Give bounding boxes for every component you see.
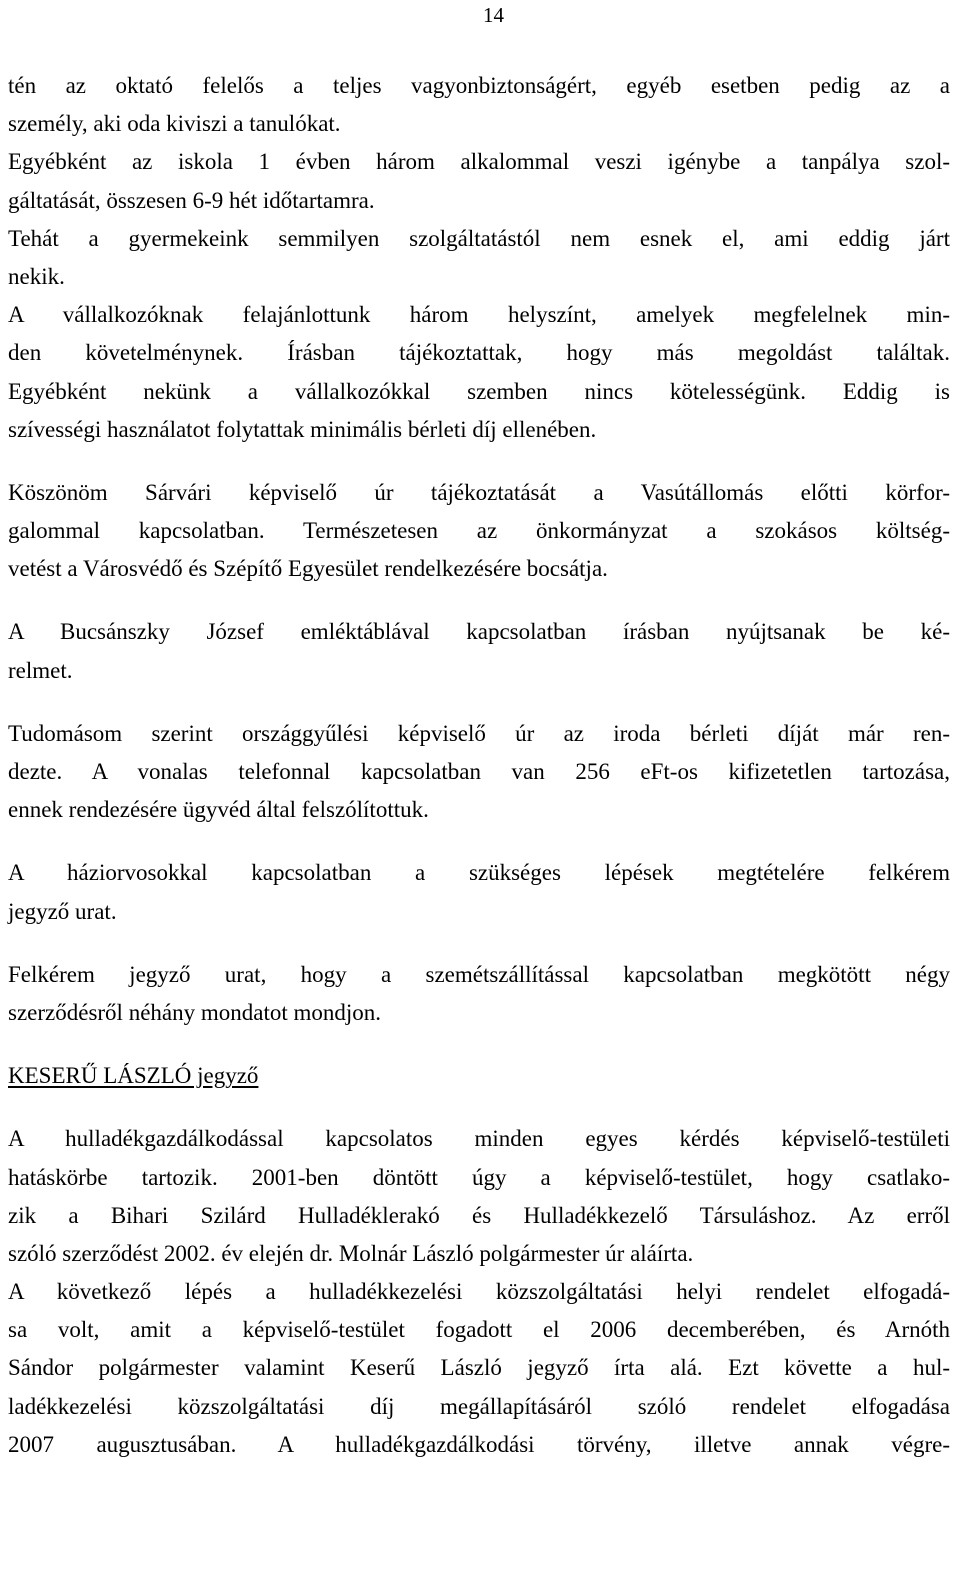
- paragraph: [8, 854, 950, 930]
- text-line: szóló szerződést 2002. év elején dr. Molnár László polgármester úr aláírta.: [8, 1240, 694, 1266]
- text-line: 2007 augusztusában. A hulladékgazdálkodási törvény, illetve annak végre-: [8, 1431, 950, 1457]
- speaker-heading: [8, 1057, 950, 1095]
- text-line: vetést a Városvédő és Szépítő Egyesület rendelkezésére bocsátja.: [8, 556, 608, 582]
- text-line: relmet.: [8, 657, 73, 683]
- paragraph: [8, 613, 950, 689]
- paragraph-spacer: [8, 829, 950, 854]
- text-line: den követelménynek. Írásban tájékoztattak, hogy más megoldást találtak.: [8, 340, 950, 366]
- paragraph-spacer: [8, 588, 950, 613]
- text-line: A vállalkozóknak felajánlottunk három helyszínt, amelyek megfelelnek min-: [8, 302, 950, 328]
- text-line: hatáskörbe tartozik. 2001-ben döntött úgy a képviselő-testület, hogy csatlako-: [8, 1164, 950, 1190]
- page-number: 14: [483, 3, 504, 27]
- text-line: zik a Bihari Szilárd Hulladéklerakó és Hulladékkezelő Társuláshoz. Az erről: [8, 1202, 950, 1228]
- paragraph: [8, 715, 950, 830]
- text-line: Tehát a gyermekeink semmilyen szolgáltatástól nem esnek el, ami eddig járt: [8, 225, 950, 251]
- text-line: Sándor polgármester valamint Keserű László jegyző írta alá. Ezt követte a hul-: [8, 1355, 950, 1381]
- text-line: Felkérem jegyző urat, hogy a szemétszállítással kapcsolatban megkötött négy: [8, 961, 950, 987]
- paragraph: [8, 1120, 950, 1273]
- text-line: A hulladékgazdálkodással kapcsolatos minden egyes kérdés képviselő-testületi: [8, 1126, 950, 1152]
- paragraph: [8, 1273, 950, 1464]
- text-line: sa volt, amit a képviselő-testület fogadott el 2006 decemberében, és Arnóth: [8, 1317, 950, 1343]
- paragraph: [8, 143, 950, 219]
- paragraph-spacer: [8, 449, 950, 474]
- document-body: [8, 67, 950, 1464]
- text-line: tén az oktató felelős a teljes vagyonbiztonságért, egyéb esetben pedig az a: [8, 73, 950, 98]
- text-line: jegyző urat.: [8, 898, 117, 924]
- text-line: ladékkezelési közszolgáltatási díj megállapításáról szóló rendelet elfogadása: [8, 1393, 950, 1419]
- paragraph: [8, 956, 950, 1032]
- paragraph: [8, 474, 950, 589]
- text-line: KESERŰ LÁSZLÓ jegyző: [8, 1063, 259, 1089]
- paragraph-spacer: [8, 1095, 950, 1120]
- paragraph: [8, 67, 950, 143]
- text-line: Egyébként nekünk a vállalkozókkal szemben nincs kötelességünk. Eddig is: [8, 378, 950, 404]
- text-line: ennek rendezésére ügyvéd által felszólítottuk.: [8, 797, 429, 823]
- paragraph-spacer: [8, 931, 950, 956]
- text-line: gáltatását, összesen 6-9 hét időtartamra.: [8, 187, 375, 213]
- text-line: szívességi használatot folytattak minimális bérleti díj ellenében.: [8, 416, 597, 442]
- text-line: Egyébként az iskola 1 évben három alkalommal veszi igénybe a tanpálya szol-: [8, 149, 950, 175]
- text-line: Tudomásom szerint országgyűlési képviselő úr az iroda bérleti díját már ren-: [8, 720, 950, 746]
- paragraph-spacer: [8, 690, 950, 715]
- paragraph: [8, 220, 950, 296]
- text-line: szerződésről néhány mondatot mondjon.: [8, 999, 382, 1025]
- text-line: nekik.: [8, 263, 65, 289]
- paragraph-spacer: [8, 1032, 950, 1057]
- text-line: személy, aki oda kiviszi a tanulókat.: [8, 111, 341, 137]
- text-line: A Bucsánszky József emléktáblával kapcsolatban írásban nyújtsanak be ké-: [8, 619, 950, 645]
- text-line: Köszönöm Sárvári képviselő úr tájékoztatását a Vasútállomás előtti körfor-: [8, 479, 950, 505]
- text-line: galommal kapcsolatban. Természetesen az önkormányzat a szokásos költség-: [8, 518, 950, 544]
- text-line: A következő lépés a hulladékkezelési közszolgáltatási helyi rendelet elfogadá-: [8, 1279, 950, 1305]
- text-line: A háziorvosokkal kapcsolatban a szükséges lépések megtételére felkérem: [8, 860, 950, 886]
- text-line: dezte. A vonalas telefonnal kapcsolatban van 256 eFt-os kifizetetlen tartozása,: [8, 759, 950, 784]
- paragraph: [8, 296, 950, 449]
